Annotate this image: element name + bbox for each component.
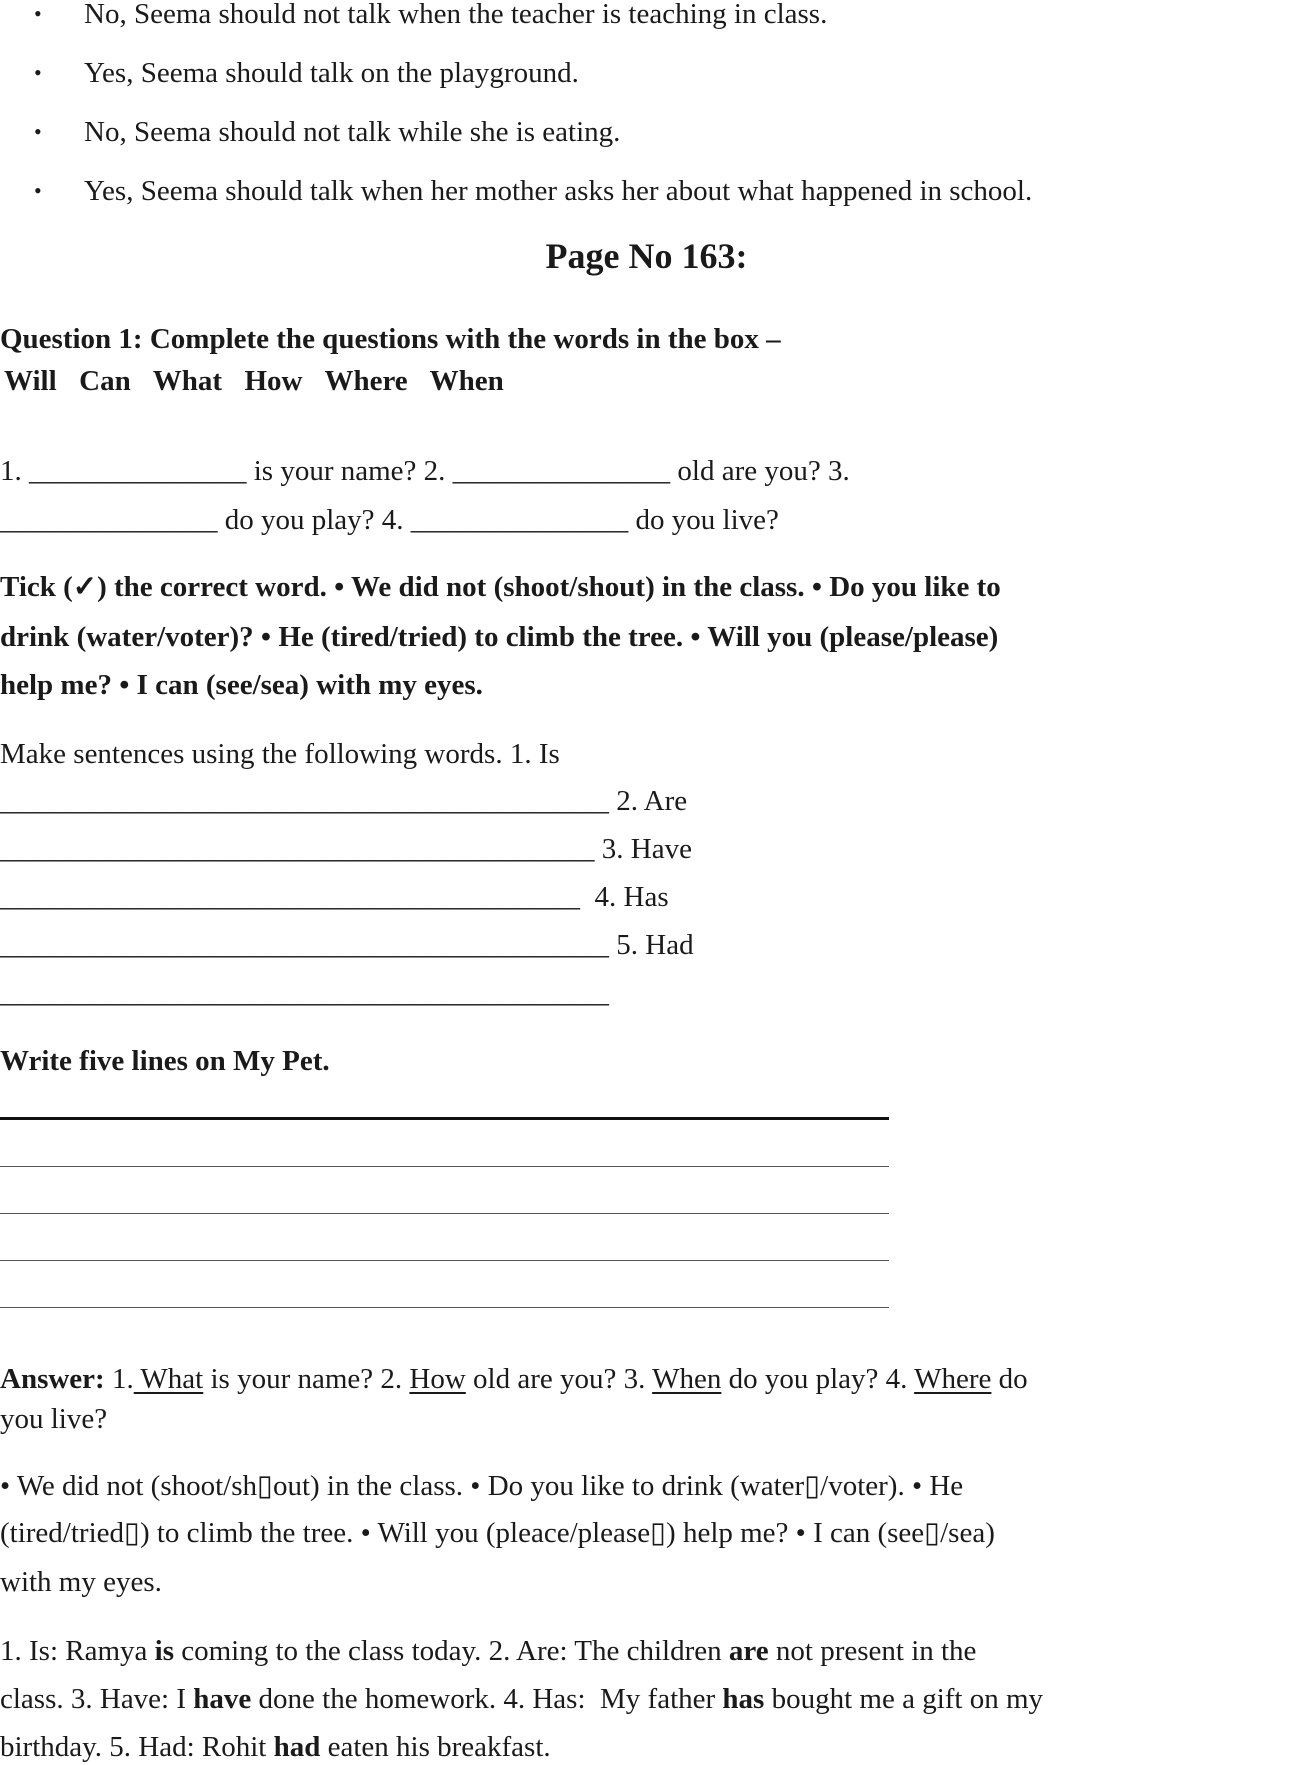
answer-word: Where xyxy=(914,1363,992,1395)
answer-text: birthday. 5. Had: Rohit xyxy=(0,1731,274,1763)
answer-word: When xyxy=(652,1363,722,1395)
bold-text: has xyxy=(722,1683,765,1715)
question-title: Question 1: Complete the questions with the words in the box – xyxy=(0,323,781,355)
word-box: Will Can What How Where When xyxy=(4,365,504,397)
bullet-icon: • xyxy=(34,178,42,203)
page-heading: Page No 163: xyxy=(545,236,748,276)
blank-line: _______________ do you play? 4. _______________ do you live? xyxy=(0,504,779,536)
make-sentences-line: Make sentences using the following words. 1. Is xyxy=(0,738,560,770)
tick-question: drink (water/voter)? • He (tired/tried) to climb the tree. • Will you (please/please) xyxy=(0,621,999,653)
bold-text: have xyxy=(193,1683,252,1715)
writing-line xyxy=(0,1166,889,1167)
writing-line xyxy=(0,1213,889,1214)
answer-line xyxy=(0,1729,551,1765)
answer-line xyxy=(0,1468,963,1504)
answer-text: you live? xyxy=(0,1403,108,1435)
answer-text: 1. xyxy=(104,1363,134,1395)
answer-text: coming to the class today. 2. Are: The children xyxy=(174,1635,729,1667)
bold-text: is xyxy=(154,1635,174,1667)
answer-line xyxy=(0,1401,107,1437)
make-sentences-line: ________________________________________ 4. Has xyxy=(0,881,669,913)
answer-line xyxy=(0,1681,1043,1717)
make-sentences-line: _________________________________________ 3. Have xyxy=(0,833,692,865)
bullet-icon: • xyxy=(34,1,42,26)
bullet-text: No, Seema should not talk while she is eating. xyxy=(84,116,621,148)
answer-text: done the homework. 4. Has: My father xyxy=(251,1683,723,1715)
answer-text: old are you? 3. xyxy=(465,1363,653,1395)
answer-word: What xyxy=(133,1363,204,1395)
make-sentences-line: __________________________________________ 5. Had xyxy=(0,929,694,961)
answer-text: eaten his breakfast. xyxy=(320,1731,551,1763)
answer-word: How xyxy=(409,1363,466,1395)
answer-line xyxy=(0,1633,976,1669)
answer-text: bought me a gift on my xyxy=(764,1683,1044,1715)
bold-text: had xyxy=(273,1731,321,1763)
writing-line xyxy=(0,1117,889,1120)
answer-text: is your name? 2. xyxy=(203,1363,410,1395)
bold-text: Answer: xyxy=(0,1363,105,1395)
writing-line xyxy=(0,1307,889,1308)
bullet-icon: • xyxy=(34,60,42,85)
answer-text: class. 3. Have: I xyxy=(0,1683,194,1715)
make-sentences-line: __________________________________________ xyxy=(0,977,609,1009)
bullet-text: Yes, Seema should talk on the playground. xyxy=(84,57,579,89)
tick-question: Tick (✓) the correct word. • We did not (shoot/shout) in the class. • Do you like to xyxy=(0,571,1001,603)
tick-question: help me? • I can (see/sea) with my eyes. xyxy=(0,669,483,701)
answer-line xyxy=(0,1564,162,1600)
write-pet-heading: Write five lines on My Pet. xyxy=(0,1045,330,1077)
writing-line xyxy=(0,1260,889,1261)
bullet-text: No, Seema should not talk when the teacher is teaching in class. xyxy=(84,0,828,30)
answer-text: not present in the xyxy=(768,1635,977,1667)
answer-text: do you play? 4. xyxy=(721,1363,915,1395)
bullet-icon: • xyxy=(34,119,42,144)
answer-text: 1. Is: Ramya xyxy=(0,1635,155,1667)
answer-line xyxy=(0,1361,1028,1397)
make-sentences-line: __________________________________________ 2. Are xyxy=(0,785,688,817)
answer-text: (tired/tried▯) to climb the tree. • Will you (pleace/please▯) help me? • I can (see▯/sea) xyxy=(0,1517,995,1549)
answer-text: • We did not (shoot/sh▯out) in the class. • Do you like to drink (water▯/voter). • He xyxy=(0,1470,964,1502)
blank-line: 1. _______________ is your name? 2. _______________ old are you? 3. xyxy=(0,455,850,487)
answer-text: with my eyes. xyxy=(0,1566,162,1598)
answer-line xyxy=(0,1515,995,1551)
answer-text: do xyxy=(991,1363,1028,1395)
bold-text: are xyxy=(728,1635,769,1667)
bullet-text: Yes, Seema should talk when her mother asks her about what happened in school. xyxy=(84,175,1033,207)
